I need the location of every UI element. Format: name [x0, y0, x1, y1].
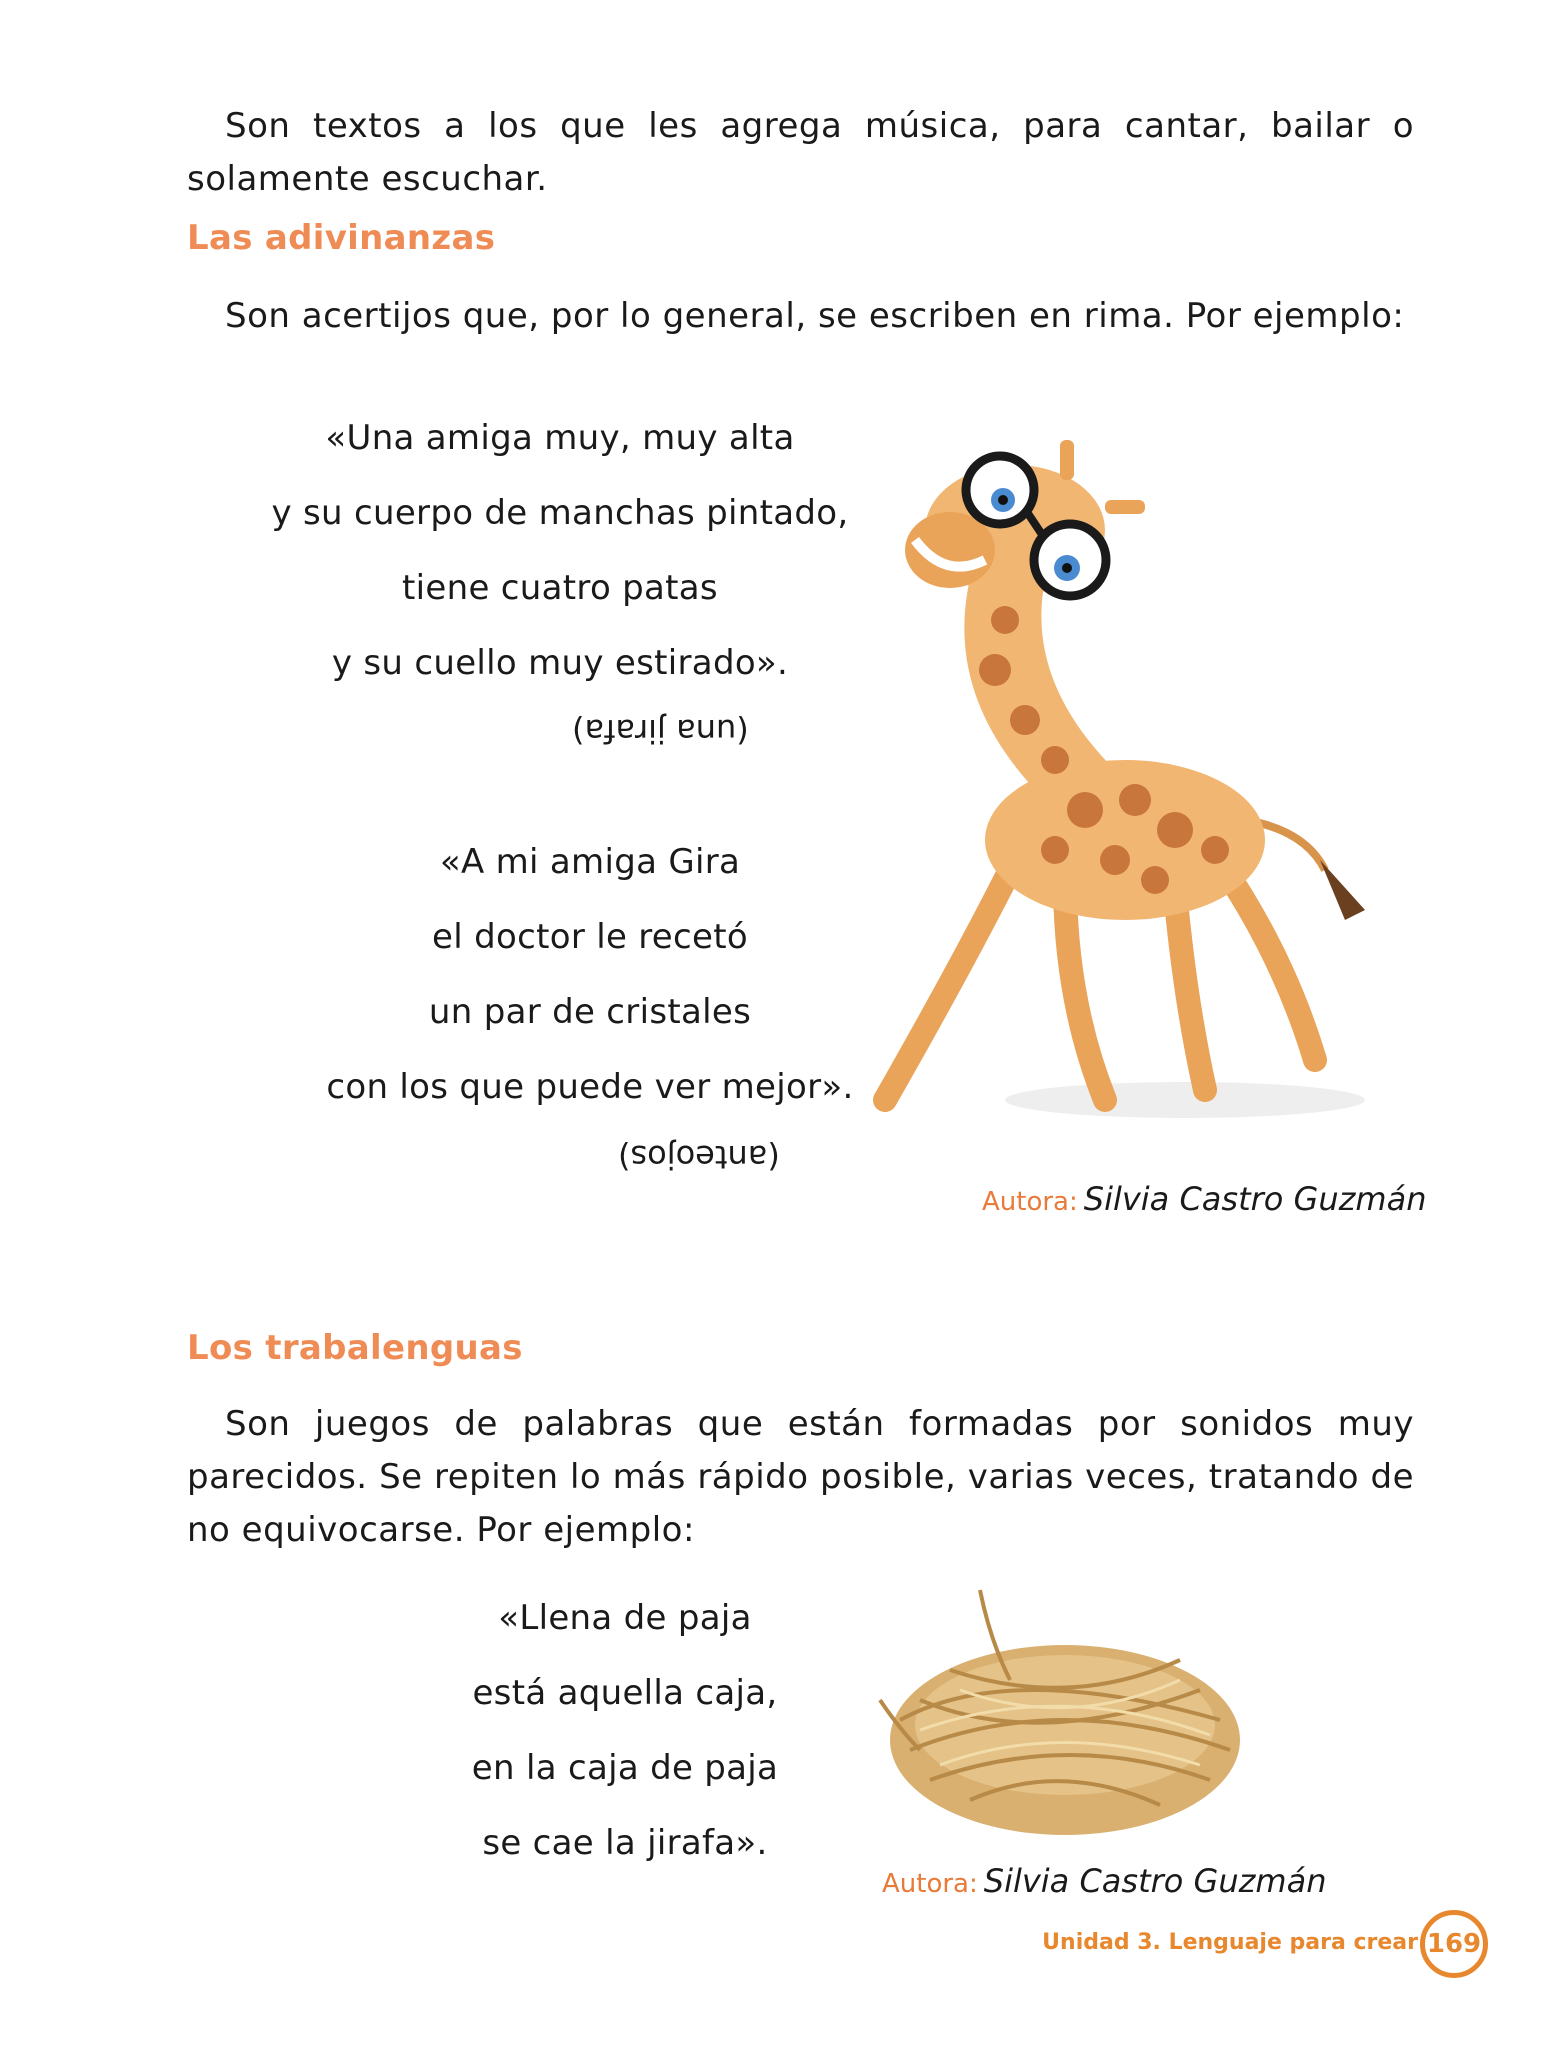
author-credit-2	[882, 1862, 1326, 1900]
author-name: Silvia Castro Guzmán	[1083, 1180, 1427, 1218]
riddle-2-answer: (anteojos)	[618, 1138, 780, 1176]
tongue-twister	[380, 1598, 870, 1898]
adivinanzas-intro-text: Son acertijos que, por lo general, se escriben en rima. Por ejemplo:	[225, 296, 1405, 336]
intro-text: Son textos a los que les agrega música, para cantar, bailar o solamente escuchar.	[187, 106, 1414, 199]
section-heading-adivinanzas: Las adivinanzas	[187, 218, 496, 258]
tongue-twister-line: «Llena de paja	[498, 1598, 752, 1638]
author-name: Silvia Castro Guzmán	[983, 1862, 1327, 1900]
riddle-1	[240, 418, 880, 718]
trabalenguas-intro-text: Son juegos de palabras que están formadas por sonidos muy parecidos. Se repiten lo más rápido posible, varias veces, tratando de no equivocarse. Por ejemplo:	[187, 1404, 1414, 1550]
riddle-1-line: y su cuello muy estirado».	[331, 643, 789, 683]
author-label: Autora:	[882, 1869, 978, 1899]
riddle-2-line: con los que puede ver mejor».	[326, 1067, 854, 1107]
intro-paragraph	[187, 100, 1414, 206]
giraffe-illustration	[855, 440, 1415, 1140]
riddle-1-line: tiene cuatro patas	[402, 568, 718, 608]
author-credit-1	[982, 1180, 1426, 1218]
riddle-1-line: y su cuerpo de manchas pintado,	[271, 493, 849, 533]
footer-unit-title: Unidad 3. Lenguaje para crear	[1042, 1930, 1418, 1955]
trabalenguas-intro	[187, 1398, 1414, 1557]
author-label: Autora:	[982, 1187, 1078, 1217]
riddle-1-answer: (una jirafa)	[572, 712, 749, 750]
tongue-twister-line: se cae la jirafa».	[482, 1823, 768, 1863]
adivinanzas-intro	[187, 290, 1414, 343]
riddle-1-line: «Una amiga muy, muy alta	[325, 418, 795, 458]
riddle-2-line: el doctor le recetó	[432, 917, 748, 957]
page-number: 169	[1420, 1910, 1488, 1978]
riddle-2	[270, 842, 910, 1142]
section-heading-trabalenguas: Los trabalenguas	[187, 1328, 523, 1368]
tongue-twister-line: está aquella caja,	[472, 1673, 778, 1713]
riddle-2-line: un par de cristales	[428, 992, 752, 1032]
straw-nest-illustration	[860, 1550, 1260, 1850]
riddle-2-line: «A mi amiga Gira	[439, 842, 741, 882]
tongue-twister-line: en la caja de paja	[471, 1748, 779, 1788]
